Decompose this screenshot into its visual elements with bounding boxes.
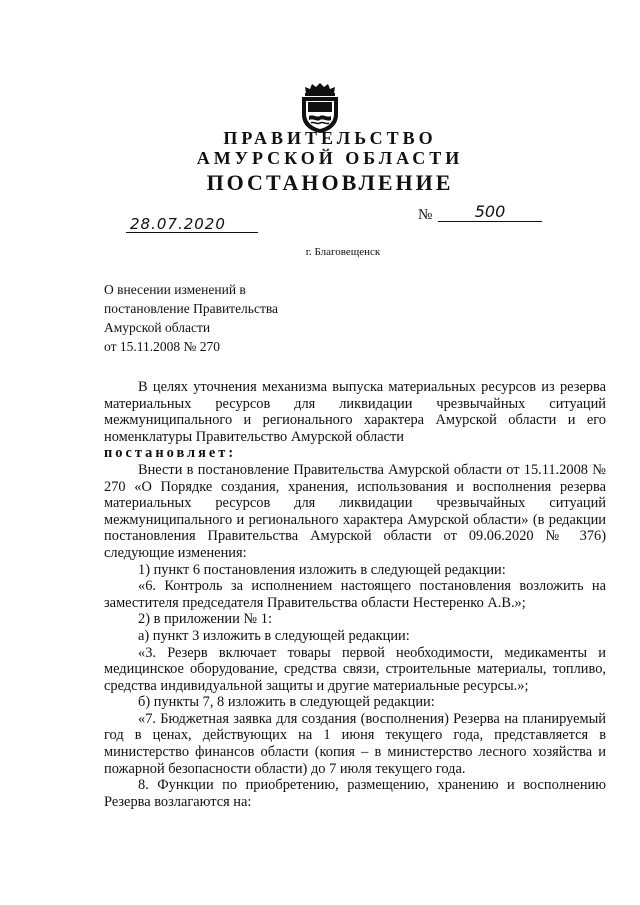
resolution-word: постановляет: bbox=[104, 445, 237, 462]
coat-of-arms-icon bbox=[297, 82, 343, 134]
body-paragraph: 2) в приложении № 1: bbox=[138, 611, 272, 628]
document-number: 500 bbox=[438, 203, 542, 222]
document-type-title: ПОСТАНОВЛЕНИЕ bbox=[206, 170, 454, 195]
document-date: 28.07.2020 bbox=[126, 216, 258, 233]
document-body bbox=[104, 379, 606, 810]
preamble-paragraph: В целях уточнения механизма выпуска материальных ресурсов из резерва материальных ресурсов для ликвидации чрезвычайных ситуаций межмуниципального и регионального характера Амурской области и его номенклатуры Правительство Амурской области bbox=[104, 379, 606, 445]
body-paragraph: 8. Функции по приобретению, размещению, хранению и восполнению Резерва возлагаются на: bbox=[104, 777, 606, 810]
number-label: № bbox=[418, 207, 433, 223]
body-paragraph: Внести в постановление Правительства Амурской области от 15.11.2008 № 270 «О Порядке создания, хранения, использования и восполнения резерва материальных ресурсов для ликвидации чрезвычайных ситуаций межмуниципального и регионального характера Амурской области» (в редакции постановления Правительства Амурской области от 09.06.2020 № 376) следующие изменения: bbox=[104, 461, 606, 561]
subject-line: О внесении изменений в bbox=[104, 282, 246, 297]
subject-line: от 15.11.2008 № 270 bbox=[104, 339, 220, 354]
body-paragraph: «6. Контроль за исполнением настоящего постановления возложить на заместителя председателя Правительства области Нестеренко А.В.»; bbox=[104, 578, 606, 611]
city-name: г. Благовещенск bbox=[305, 246, 381, 258]
resolution-heading bbox=[104, 445, 606, 462]
organization-name-line2: АМУРСКОЙ ОБЛАСТИ bbox=[196, 148, 464, 168]
body-paragraph: а) пункт 3 изложить в следующей редакции: bbox=[138, 627, 410, 644]
subject-line: Амурской области bbox=[104, 320, 211, 335]
organization-name-line1: ПРАВИТЕЛЬСТВО bbox=[223, 128, 437, 148]
subject-line: постановление Правительства bbox=[104, 301, 279, 316]
document-subject bbox=[104, 280, 278, 356]
body-paragraph: «7. Бюджетная заявка для создания (восполнения) Резерва на планируемый год в ценах, действующих на 1 июня текущего года, представляется в министерство финансов области (копия – в министерство лесного хозяйства и пожарной безопасности области) до 7 июля текущего года. bbox=[104, 710, 606, 777]
body-paragraph: «3. Резерв включает товары первой необходимости, медикаменты и медицинское оборудование, средства связи, строительные материалы, топливо, средства индивидуальной защиты и другие материальные ресурсы.»; bbox=[104, 644, 606, 694]
body-paragraph: б) пункты 7, 8 изложить в следующей редакции: bbox=[138, 694, 435, 711]
body-paragraph: 1) пункт 6 постановления изложить в следующей редакции: bbox=[138, 561, 506, 578]
